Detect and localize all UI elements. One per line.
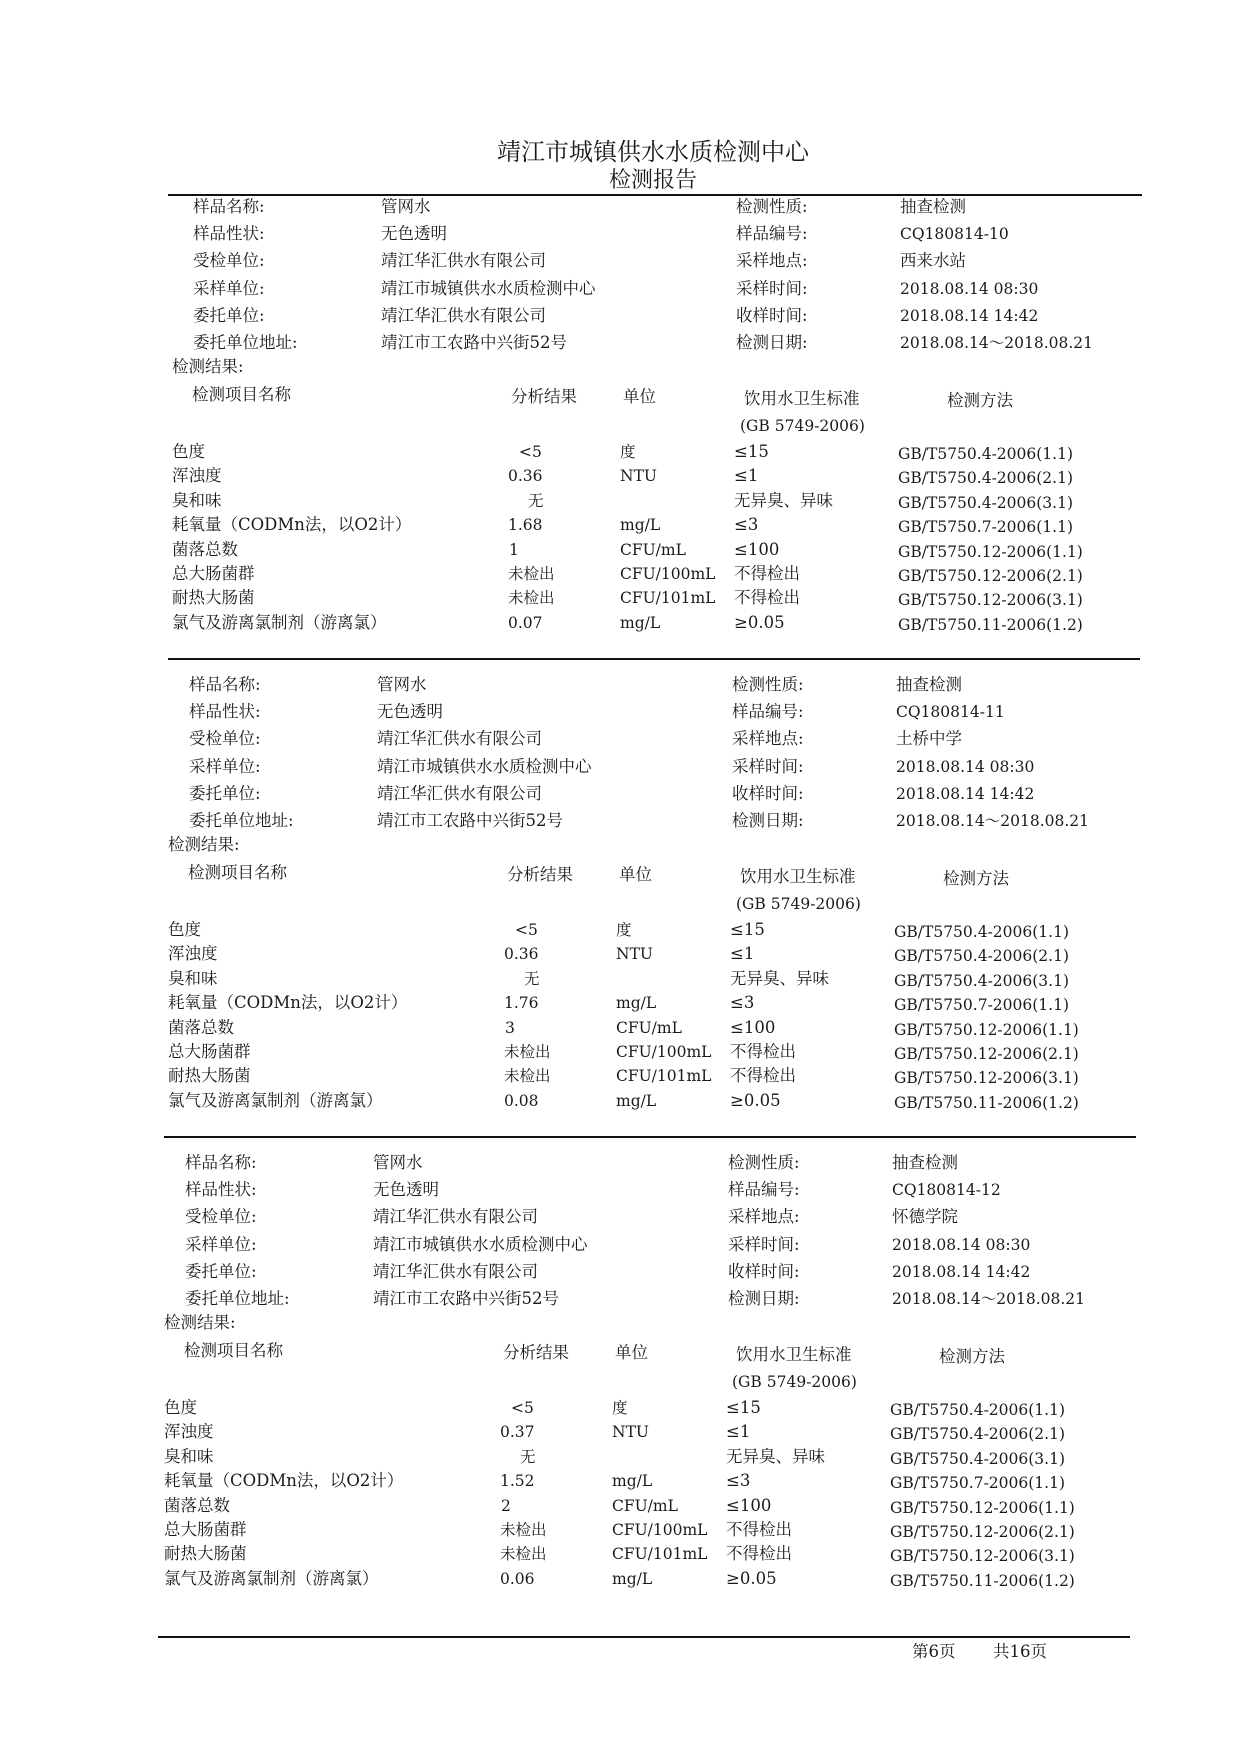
info-label-client-address: 委托单位地址:	[185, 1289, 290, 1308]
cell-unit: CFU/100mL	[612, 1521, 708, 1539]
info-label-sampling-time: 采样时间:	[732, 756, 804, 776]
cell-method: GB/T5750.12-2006(1.1)	[898, 542, 1083, 561]
cell-result: 0.07	[508, 613, 543, 632]
col-header-item: 检测项目名称	[192, 385, 291, 404]
info-value-sample-no: CQ180814-11	[896, 703, 1005, 722]
info-label-sample-no: 样品编号:	[732, 702, 804, 722]
cell-unit: NTU	[616, 945, 653, 964]
info-label-test-date: 检测日期:	[728, 1289, 800, 1308]
cell-standard: 无异臭、异味	[726, 1446, 825, 1466]
cell-item: 总大肠菌群	[168, 1042, 251, 1061]
info-value-test-date: 2018.08.14～2018.08.21	[900, 334, 1093, 352]
info-value-sample-property: 无色透明	[381, 224, 447, 244]
info-value-sample-name: 管网水	[381, 197, 431, 216]
cell-unit: CFU/101mL	[620, 589, 716, 608]
info-value-client-unit: 靖江华汇供水有限公司	[381, 305, 546, 325]
page-number: 第6页	[912, 1642, 956, 1661]
results-label: 检测结果:	[164, 1313, 236, 1332]
info-value-sample-no: CQ180814-10	[900, 225, 1009, 244]
info-label-test-date: 检测日期:	[732, 811, 804, 830]
cell-standard: ≤100	[726, 1495, 772, 1515]
col-header-item: 检测项目名称	[184, 1341, 283, 1360]
cell-item: 耐热大肠菌	[172, 588, 255, 608]
info-value-client-unit: 靖江华汇供水有限公司	[373, 1261, 538, 1281]
cell-method: GB/T5750.4-2006(3.1)	[890, 1449, 1065, 1468]
cell-method: GB/T5750.4-2006(1.1)	[890, 1401, 1065, 1419]
cell-method: GB/T5750.7-2006(1.1)	[894, 996, 1069, 1015]
cell-result: 1	[509, 540, 519, 559]
info-label-client-unit: 委托单位:	[185, 1261, 257, 1281]
cell-method: GB/T5750.4-2006(1.1)	[898, 445, 1073, 463]
info-value-sample-no: CQ180814-12	[892, 1181, 1001, 1200]
cell-result: <5	[519, 443, 542, 461]
cell-result: 0.06	[500, 1569, 535, 1588]
info-label-inspected-unit: 受检单位:	[189, 729, 261, 749]
col-header-result: 分析结果	[503, 1343, 569, 1362]
cell-result: 0.08	[504, 1091, 539, 1110]
cell-standard: ≤100	[734, 539, 780, 559]
info-value-sampling-time: 2018.08.14 08:30	[896, 757, 1035, 776]
cell-result: 0.36	[504, 945, 539, 964]
cell-standard: 不得检出	[726, 1520, 792, 1539]
cell-method: GB/T5750.12-2006(1.1)	[890, 1498, 1075, 1517]
cell-item: 菌落总数	[172, 539, 238, 559]
cell-standard: ≤3	[734, 515, 759, 535]
info-label-sampling-time: 采样时间:	[728, 1234, 800, 1254]
col-header-item: 检测项目名称	[188, 863, 287, 882]
cell-unit: mg/L	[612, 1569, 653, 1588]
cell-method: GB/T5750.12-2006(3.1)	[890, 1547, 1075, 1566]
info-label-sample-name: 样品名称:	[189, 675, 261, 694]
cell-item: 色度	[164, 1398, 197, 1417]
cell-unit: CFU/mL	[612, 1496, 678, 1515]
info-label-sample-property: 样品性状:	[193, 224, 265, 244]
cell-item: 浑浊度	[172, 466, 222, 486]
cell-item: 浑浊度	[168, 944, 218, 964]
cell-result: 3	[505, 1018, 515, 1037]
info-label-client-unit: 委托单位:	[193, 305, 265, 325]
cell-standard: 不得检出	[734, 588, 800, 608]
cell-item: 色度	[172, 442, 205, 461]
cell-item: 耐热大肠菌	[168, 1066, 251, 1086]
cell-standard: ≤15	[730, 920, 765, 939]
cell-standard: ≤1	[730, 944, 755, 964]
info-label-sample-no: 样品编号:	[728, 1180, 800, 1200]
cell-result: 无	[528, 491, 544, 510]
col-header-standard: 饮用水卫生标准	[736, 1345, 852, 1364]
cell-unit: mg/L	[620, 516, 661, 535]
cell-item: 总大肠菌群	[164, 1520, 247, 1539]
cell-item: 耗氧量（CODMn法，以O2计）	[172, 515, 412, 535]
info-label-receive-time: 收样时间:	[728, 1261, 800, 1281]
bottom-divider	[158, 1636, 1130, 1638]
cell-result: <5	[515, 921, 538, 939]
cell-method: GB/T5750.4-2006(1.1)	[894, 923, 1069, 941]
info-value-sampling-unit: 靖江市城镇供水水质检测中心	[377, 756, 592, 776]
col-header-standard: 饮用水卫生标准	[744, 389, 860, 408]
info-value-test-nature: 抽查检测	[896, 675, 962, 694]
info-value-client-unit: 靖江华汇供水有限公司	[377, 783, 542, 803]
info-value-test-nature: 抽查检测	[900, 197, 966, 216]
cell-unit: NTU	[620, 467, 657, 486]
cell-result: 无	[520, 1447, 536, 1466]
info-label-test-nature: 检测性质:	[736, 197, 808, 216]
cell-standard: 不得检出	[730, 1042, 796, 1061]
cell-item: 氯气及游离氯制剂（游离氯）	[172, 612, 387, 632]
info-value-client-address: 靖江市工农路中兴街52号	[377, 811, 563, 830]
cell-standard: ≤15	[726, 1398, 761, 1417]
cell-unit: CFU/101mL	[612, 1545, 708, 1564]
cell-method: GB/T5750.7-2006(1.1)	[890, 1474, 1065, 1493]
cell-standard: ≤1	[726, 1422, 751, 1442]
cell-unit: CFU/mL	[620, 540, 686, 559]
report-section	[0, 956, 1240, 1590]
info-label-sampling-unit: 采样单位:	[185, 1234, 257, 1254]
info-value-inspected-unit: 靖江华汇供水有限公司	[373, 1207, 538, 1227]
info-value-inspected-unit: 靖江华汇供水有限公司	[377, 729, 542, 749]
info-label-sample-name: 样品名称:	[185, 1153, 257, 1172]
cell-item: 耗氧量（CODMn法，以O2计）	[164, 1471, 404, 1491]
cell-item: 耐热大肠菌	[164, 1544, 247, 1564]
info-value-sampling-site: 西来水站	[900, 251, 966, 271]
info-label-inspected-unit: 受检单位:	[193, 251, 265, 271]
col-header-standard: 饮用水卫生标准	[740, 867, 856, 886]
info-label-sample-name: 样品名称:	[193, 197, 265, 216]
col-header-method: 检测方法	[939, 1347, 1005, 1366]
col-header-result: 分析结果	[511, 387, 577, 406]
cell-method: GB/T5750.12-2006(2.1)	[890, 1523, 1075, 1541]
cell-method: GB/T5750.4-2006(2.1)	[898, 469, 1073, 488]
info-label-sampling-site: 采样地点:	[736, 251, 808, 271]
cell-unit: mg/L	[616, 1091, 657, 1110]
cell-result: 0.36	[508, 467, 543, 486]
cell-result: 0.37	[500, 1423, 535, 1442]
info-label-test-nature: 检测性质:	[732, 675, 804, 694]
cell-result: 未检出	[508, 589, 555, 608]
info-label-test-date: 检测日期:	[736, 333, 808, 352]
info-label-test-nature: 检测性质:	[728, 1153, 800, 1172]
info-value-receive-time: 2018.08.14 14:42	[892, 1262, 1031, 1281]
report-section	[0, 478, 1240, 1112]
cell-item: 浑浊度	[164, 1422, 214, 1442]
info-value-client-address: 靖江市工农路中兴街52号	[381, 333, 567, 352]
cell-unit: 度	[612, 1399, 628, 1417]
cell-unit: CFU/100mL	[616, 1043, 712, 1061]
cell-standard: ≤15	[734, 442, 769, 461]
cell-unit: mg/L	[612, 1472, 653, 1491]
info-label-sampling-unit: 采样单位:	[193, 278, 265, 298]
cell-item: 氯气及游离氯制剂（游离氯）	[164, 1568, 379, 1588]
cell-standard: ≥0.05	[730, 1090, 781, 1110]
info-label-inspected-unit: 受检单位:	[185, 1207, 257, 1227]
cell-standard: 不得检出	[726, 1544, 792, 1564]
cell-unit: mg/L	[616, 994, 657, 1013]
info-label-sample-no: 样品编号:	[736, 224, 808, 244]
cell-unit: 度	[620, 443, 636, 461]
info-value-sampling-time: 2018.08.14 08:30	[892, 1235, 1031, 1254]
cell-unit: 度	[616, 921, 632, 939]
cell-standard: ≥0.05	[734, 612, 785, 632]
info-value-sample-property: 无色透明	[377, 702, 443, 722]
cell-method: GB/T5750.4-2006(2.1)	[890, 1425, 1065, 1444]
cell-standard: ≤3	[726, 1471, 751, 1491]
cell-result: 1.76	[504, 994, 539, 1013]
info-value-sampling-site: 土桥中学	[896, 729, 962, 749]
cell-method: GB/T5750.4-2006(2.1)	[894, 947, 1069, 966]
cell-result: 1.52	[500, 1472, 535, 1491]
cell-standard: 无异臭、异味	[730, 968, 829, 988]
info-label-client-address: 委托单位地址:	[193, 333, 298, 352]
info-label-sample-property: 样品性状:	[189, 702, 261, 722]
cell-unit: CFU/101mL	[616, 1067, 712, 1086]
info-value-test-date: 2018.08.14～2018.08.21	[896, 812, 1089, 830]
cell-standard: ≤3	[730, 993, 755, 1013]
cell-method: GB/T5750.12-2006(1.1)	[894, 1020, 1079, 1039]
cell-method: GB/T5750.12-2006(3.1)	[894, 1069, 1079, 1088]
cell-method: GB/T5750.11-2006(1.2)	[890, 1571, 1075, 1590]
info-label-receive-time: 收样时间:	[736, 305, 808, 325]
col-header-unit: 单位	[623, 387, 656, 406]
info-label-sample-property: 样品性状:	[185, 1180, 257, 1200]
cell-standard: ≤100	[730, 1017, 776, 1037]
col-header-unit: 单位	[615, 1343, 648, 1362]
info-value-test-date: 2018.08.14～2018.08.21	[892, 1290, 1085, 1308]
info-value-inspected-unit: 靖江华汇供水有限公司	[381, 251, 546, 271]
cell-result: 1.68	[508, 516, 543, 535]
info-value-receive-time: 2018.08.14 14:42	[896, 784, 1035, 803]
col-header-standard-ref: (GB 5749-2006)	[740, 417, 865, 435]
cell-unit: NTU	[612, 1423, 649, 1442]
info-value-sample-name: 管网水	[373, 1153, 423, 1172]
page-total: 共16页	[993, 1642, 1047, 1661]
cell-standard: 无异臭、异味	[734, 490, 833, 510]
info-value-receive-time: 2018.08.14 14:42	[900, 306, 1039, 325]
cell-item: 总大肠菌群	[172, 564, 255, 583]
info-label-sampling-time: 采样时间:	[736, 278, 808, 298]
cell-item: 耗氧量（CODMn法，以O2计）	[168, 993, 408, 1013]
cell-item: 氯气及游离氯制剂（游离氯）	[168, 1090, 383, 1110]
results-label: 检测结果:	[172, 357, 244, 376]
report-section	[0, 0, 1240, 634]
cell-item: 臭和味	[164, 1446, 214, 1466]
cell-method: GB/T5750.11-2006(1.2)	[898, 615, 1083, 634]
info-label-sampling-site: 采样地点:	[728, 1207, 800, 1227]
cell-result: 无	[524, 969, 540, 988]
cell-method: GB/T5750.11-2006(1.2)	[894, 1093, 1079, 1112]
cell-standard: 不得检出	[730, 1066, 796, 1086]
cell-result: 未检出	[504, 1067, 551, 1086]
cell-result: 未检出	[508, 565, 555, 583]
cell-unit: mg/L	[620, 613, 661, 632]
cell-item: 菌落总数	[164, 1495, 230, 1515]
cell-unit: CFU/mL	[616, 1018, 682, 1037]
info-value-sampling-unit: 靖江市城镇供水水质检测中心	[373, 1234, 588, 1254]
cell-result: 未检出	[500, 1545, 547, 1564]
info-value-test-nature: 抽查检测	[892, 1153, 958, 1172]
cell-method: GB/T5750.12-2006(2.1)	[894, 1045, 1079, 1063]
report-title: 检测报告	[609, 168, 698, 193]
cell-method: GB/T5750.4-2006(3.1)	[894, 971, 1069, 990]
cell-standard: ≤1	[734, 466, 759, 486]
col-header-standard-ref: (GB 5749-2006)	[736, 895, 861, 913]
cell-result: <5	[511, 1399, 534, 1417]
cell-unit: CFU/100mL	[620, 565, 716, 583]
info-value-sampling-time: 2018.08.14 08:30	[900, 279, 1039, 298]
info-value-sample-name: 管网水	[377, 675, 427, 694]
info-value-sampling-unit: 靖江市城镇供水水质检测中心	[381, 278, 596, 298]
cell-result: 2	[501, 1496, 511, 1515]
col-header-unit: 单位	[619, 865, 652, 884]
info-value-client-address: 靖江市工农路中兴街52号	[373, 1289, 559, 1308]
cell-item: 臭和味	[168, 968, 218, 988]
info-label-receive-time: 收样时间:	[732, 783, 804, 803]
col-header-method: 检测方法	[943, 869, 1009, 888]
cell-item: 色度	[168, 920, 201, 939]
cell-result: 未检出	[500, 1521, 547, 1539]
col-header-result: 分析结果	[507, 865, 573, 884]
info-label-sampling-unit: 采样单位:	[189, 756, 261, 776]
info-value-sampling-site: 怀德学院	[892, 1207, 958, 1227]
cell-method: GB/T5750.12-2006(2.1)	[898, 567, 1083, 585]
info-label-sampling-site: 采样地点:	[732, 729, 804, 749]
cell-method: GB/T5750.12-2006(3.1)	[898, 591, 1083, 610]
cell-method: GB/T5750.4-2006(3.1)	[898, 493, 1073, 512]
info-value-sample-property: 无色透明	[373, 1180, 439, 1200]
info-label-client-unit: 委托单位:	[189, 783, 261, 803]
results-label: 检测结果:	[168, 835, 240, 854]
cell-item: 菌落总数	[168, 1017, 234, 1037]
info-label-client-address: 委托单位地址:	[189, 811, 294, 830]
cell-item: 臭和味	[172, 490, 222, 510]
cell-standard: 不得检出	[734, 564, 800, 583]
col-header-method: 检测方法	[947, 391, 1013, 410]
cell-standard: ≥0.05	[726, 1568, 777, 1588]
cell-method: GB/T5750.7-2006(1.1)	[898, 518, 1073, 537]
col-header-standard-ref: (GB 5749-2006)	[732, 1373, 857, 1391]
cell-result: 未检出	[504, 1043, 551, 1061]
report-org-title: 靖江市城镇供水水质检测中心	[497, 138, 809, 166]
